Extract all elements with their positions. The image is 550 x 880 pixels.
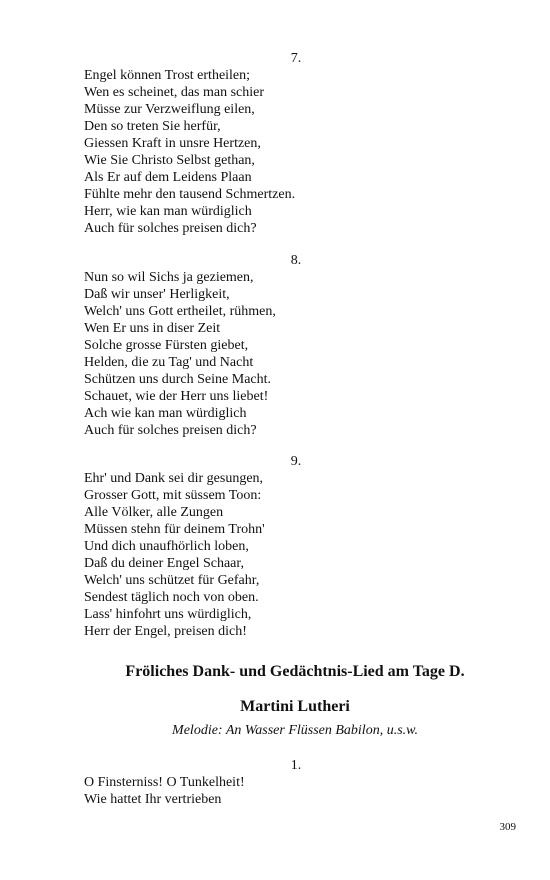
verse-line: Auch für solches preisen dich? [84,423,257,438]
verse-line: O Finsterniss! O Tunkelheit! [84,775,245,790]
verse-line: Daß wir unser' Herligkeit, [84,287,230,302]
verse-line: Solche grosse Fürsten giebet, [84,338,249,353]
verse-line: Herr, wie kan man würdiglich [84,204,252,219]
stanza-number: 7. [290,51,302,66]
verse-line: Den so treten Sie herfür, [84,119,221,134]
verse-line: Engel können Trost ertheilen; [84,68,251,83]
verse-line: Wie Sie Christo Selbst gethan, [84,153,255,168]
verse-line: Sendest täglich noch von oben. [84,590,259,605]
song-title: Fröliches Dank- und Gedächtnis-Lied am Tage D. [125,663,465,680]
stanza-number: 1. [290,758,302,773]
stanza-number: 8. [290,253,302,268]
stanza-9 [84,453,514,640]
verse-line: Grosser Gott, mit süssem Toon: [84,488,262,503]
verse-line: Welch' uns schützet für Gefahr, [84,573,260,588]
verse-line: Müssen stehn für deinem Trohn' [84,522,265,537]
verse-line: Ehr' und Dank sei dir gesungen, [84,471,264,486]
verse-line: Giessen Kraft in unsre Hertzen, [84,136,261,151]
verse-line: Helden, die zu Tag' und Nacht [84,355,254,370]
verse-line: Müsse zur Verzweiflung eilen, [84,102,255,117]
verse-line: Wen Er uns in diser Zeit [84,321,221,336]
verse-line: Schützen uns durch Seine Macht. [84,372,272,387]
verse-line: Alle Völker, alle Zungen [84,505,224,520]
verse-line: Wie hattet Ihr vertrieben [84,792,222,807]
stanza-1 [84,757,514,808]
verse-line: Lass' hinfohrt uns würdiglich, [84,607,252,622]
verse-line: Nun so wil Sichs ja geziemen, [84,270,254,285]
verse-line: Schauet, wie der Herr uns liebet! [84,389,269,404]
verse-line: Herr der Engel, preisen dich! [84,624,247,639]
melody-note: Melodie: An Wasser Flüssen Babilon, u.s.w. [172,723,418,738]
verse-line: Als Er auf dem Leidens Plaan [84,170,252,185]
page-number: 309 [499,821,516,833]
stanza-8 [84,252,514,439]
verse-line: Und dich unaufhörlich loben, [84,539,249,554]
verse-line: Wen es scheinet, das man schier [84,85,265,100]
stanza-number: 9. [290,454,302,469]
verse-line: Fühlte mehr den tausend Schmertzen. [84,187,296,202]
verse-line: Auch für solches preisen dich? [84,221,257,236]
song-title-subject: Martini Lutheri [240,698,350,715]
verse-line: Daß du deiner Engel Schaar, [84,556,244,571]
verse-line: Ach wie kan man würdiglich [84,406,247,421]
verse-line: Welch' uns Gott ertheilet, rühmen, [84,304,276,319]
stanza-7 [84,50,514,237]
